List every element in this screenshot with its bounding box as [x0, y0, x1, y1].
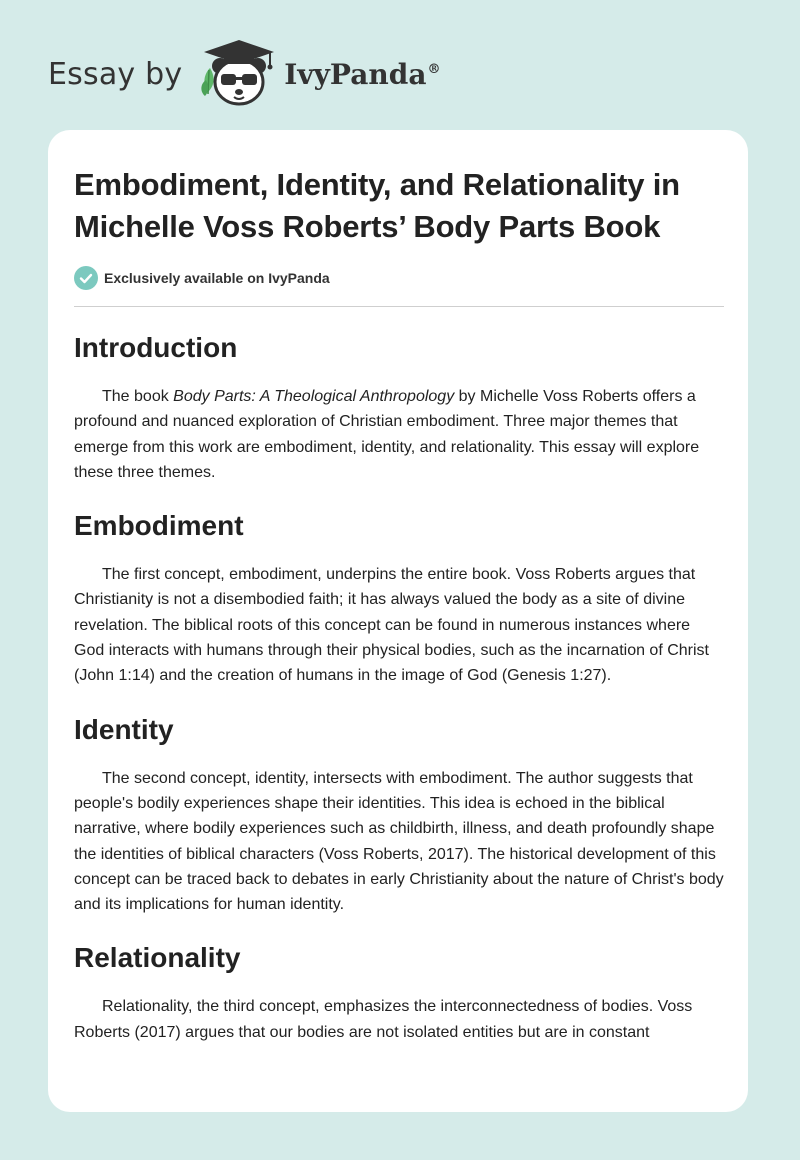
divider [74, 306, 724, 307]
paragraph: The book Body Parts: A Theological Anthropology by Michelle Voss Roberts offers a profound and nuanced exploration of Christian embodiment. Three major themes that emerge from this work are embodiment, identity, and relationality. This essay will explore these three themes. [74, 388, 700, 481]
paragraph: Relationality, the third concept, emphasizes the interconnectedness of bodies. Voss Roberts (2017) argues that our bodies are not isolated entities but are in constant [74, 998, 693, 1041]
site-header [48, 34, 440, 114]
exclusive-badge [74, 266, 724, 290]
section-introduction [74, 331, 724, 485]
paragraph: The first concept, embodiment, underpins the entire book. Voss Roberts argues that Christianity is not a disembodied faith; it has always valued the body as a site of divine revelation. The biblical roots of this concept can be found in numerous instances where God interacts with humans through their physical bodies, such as the incarnation of Christ (John 1:14) and the creation of humans in the image of God (Genesis 1:27). [74, 566, 709, 685]
section-relationality [74, 941, 724, 1045]
section-heading: Embodiment [74, 510, 244, 542]
exclusive-badge-label: Exclusively available on IvyPanda [104, 270, 330, 286]
section-identity [74, 713, 724, 918]
essay-card [48, 130, 748, 1112]
check-circle-icon [74, 266, 98, 290]
registered-mark: ® [427, 62, 441, 78]
panda-graduate-icon [196, 34, 282, 114]
page-title: Embodiment, Identity, and Relationality in Michelle Voss Roberts’ Body Parts Book [74, 167, 680, 244]
paragraph: The second concept, identity, intersects with embodiment. The author suggests that people's bodily experiences shape their identities. This idea is echoed in the biblical narrative, where bodily experiences such as childbirth, illness, and death profoundly shape the identities of biblical characters (Voss Roberts, 2017). The historical development of this concept can be traced back to debates in early Christianity about the nature of Christ's body and its implications for human identity. [74, 769, 724, 914]
section-heading: Identity [74, 713, 174, 745]
section-embodiment [74, 509, 724, 688]
section-heading: Introduction [74, 332, 238, 363]
section-heading: Relationality [74, 942, 241, 974]
brand-name: IvyPanda® [284, 57, 441, 91]
book-title-italic: Body Parts: A Theological Anthropology [173, 388, 455, 405]
essay-by-label: Essay by [48, 56, 183, 92]
